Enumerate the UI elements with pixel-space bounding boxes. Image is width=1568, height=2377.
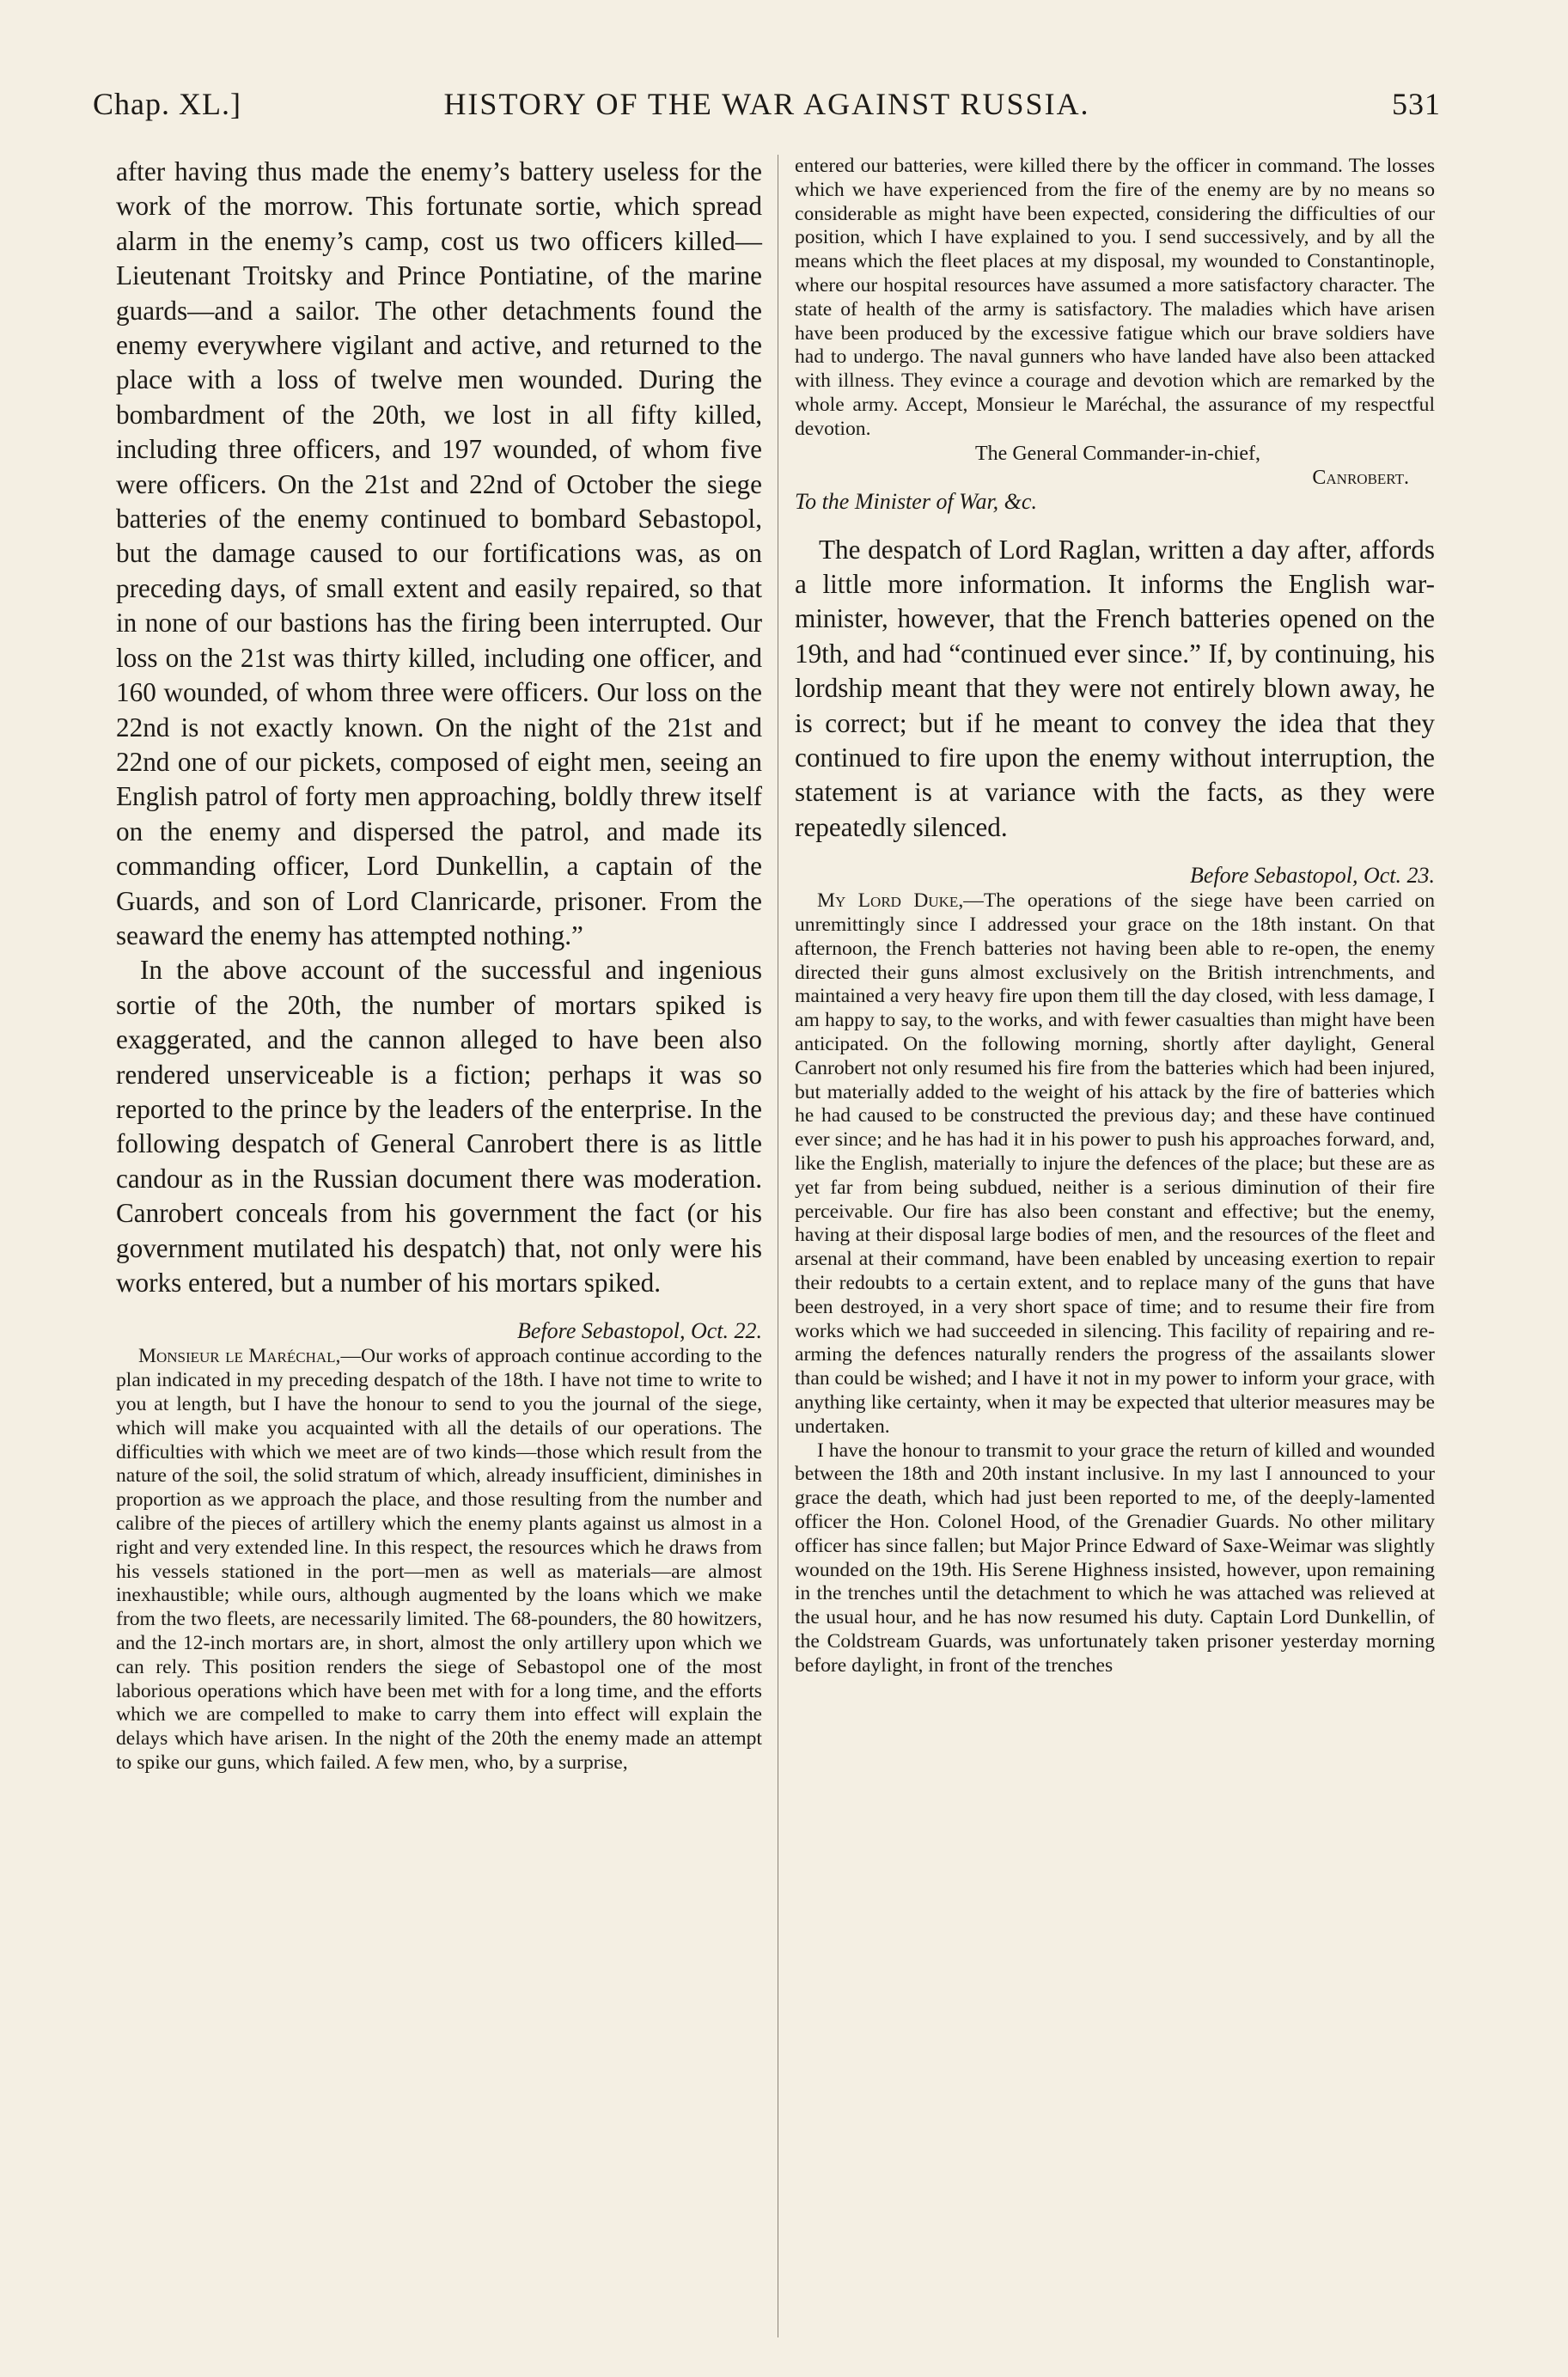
raglan-dateline: Before Sebastopol, Oct. 23. xyxy=(1190,863,1435,889)
canrobert-letter xyxy=(116,1345,762,1775)
canrobert-letter-text: —Our works of approach continue according to the plan indicated in my preceding despatch of the 18th. I have not time to write to you at length, but I have the honour to send to you the journal of the siege, which will make you acquainted with all the details of our operations. The difficulties with which we meet are of two kinds—those which result from the nature of the soil, the solid stratum of which, already insufficient, diminishes in proportion as we approach the place, and those resulting from the number and calibre of the pieces of artillery which the enemy plants against us almost in a right and very extended line. In this respect, the resources which he draws from his vessels stationed in the port—men as well as materials—are almost inexhaustible; while ours, although augmented by the loans which we make from the two fleets, are necessarily limited. The 68-pounders, the 80 howitzers, and the 12-inch mortars are, in short, almost the only artillery upon which we can rely. This position renders the siege of Sebastopol one of the most laborious operations which have been met with for a long time, and the efforts which we are compelled to make to carry them into effect will explain the delays which have arisen. In the night of the 20th the enemy made an attempt to spike our guns, which failed. A few men, who, by a surprise, xyxy=(116,1345,763,1774)
raglan-letter-body xyxy=(795,889,1435,1439)
canrobert-salutation: Monsieur le Maréchal, xyxy=(138,1345,341,1368)
running-head xyxy=(93,86,1441,137)
raglan-letter xyxy=(795,889,1435,1677)
signature-name: Canrobert. xyxy=(1312,466,1409,489)
right-column xyxy=(795,155,1435,2346)
running-title: HISTORY OF THE WAR AGAINST RUSSIA. xyxy=(443,87,1090,121)
raglan-salutation: My Lord Duke, xyxy=(817,889,964,913)
canrobert-letter-end: entered our batteries, were killed there by the officer in command. The losses which we have experienced from the fire of the enemy are by no means so considerable as might have been expected, considering the difficulties of our position, which I have explained to you. I send successively, and by all the means which the fleet places at my disposal, my wounded to Constantinople, where our hospital resources have assumed a more satisfactory character. The state of health of the army is satisfactory. The maladies which have arisen have been produced by the excessive fatigue which our brave soldiers have had to undergo. The naval gunners who have landed have also been attacked with illness. They evince a courage and devotion which are remarked by the whole army. Accept, Monsieur le Maréchal, the assurance of my respectful devotion. xyxy=(795,155,1435,440)
page-number: 531 xyxy=(1392,87,1441,121)
paragraph-sortie-account: after having thus made the enemy’s battery useless for the work of the morrow. This fortunate sortie, which spread alarm in the enemy’s camp, cost us two officers killed—Lieutenant Troitsky and Prince Pontiatine, of the marine guards—and a sailor. The other detachments found the enemy everywhere vigilant and active, and returned to the place with a loss of twelve men wounded. During the bombardment of the 20th, we lost in all fifty killed, including three officers, and 197 wounded, of whom five were officers. On the 21st and 22nd of October the siege batteries of the enemy continued to bombard Sebastopol, but the damage caused to our fortifications was, as on preceding days, of small extent and easily repaired, so that in none of our bastions has the firing been interrupted. Our loss on the 21st was thirty killed, including one officer, and 160 wounded, of whom three were officers. Our loss on the 22nd is not exactly known. On the night of the 21st and 22nd one of our pickets, composed of eight men, seeing an English patrol of forty men approaching, boldly threw itself on the enemy and dispersed the patrol, and made its commanding officer, Lord Dunkellin, a captain of the Guards, and son of Lord Clanricarde, prisoner. From the seaward the enemy has attempted nothing.” xyxy=(116,156,762,950)
chapter-label: Chap. XL.] xyxy=(93,87,241,121)
canrobert-letter-continued xyxy=(795,155,1435,442)
canrobert-letter-body xyxy=(116,1345,762,1775)
paragraph-raglan-intro: The despatch of Lord Raglan, written a day after, affords a little more information. It informs the English war-minister, however, that the French batteries opened on the 19th, and had “continued ever since.” If, by continuing, his lordship meant that they were not entirely blown away, he is correct; but if he meant to convey the idea that they continued to fire upon the enemy without interruption, the statement is at variance with the facts, as they were repeatedly silenced. xyxy=(795,534,1435,842)
canrobert-dateline: Before Sebastopol, Oct. 22. xyxy=(517,1318,762,1344)
right-main-text xyxy=(795,533,1435,846)
signature-rank: The General Commander-in-chief, xyxy=(975,442,1261,465)
left-main-text xyxy=(116,155,762,1300)
raglan-letter-text: —The operations of the siege have been carried on unremittingly since I addressed your grace on the 18th instant. On that afternoon, the French batteries not having been able to re-open, the enemy directed their guns almost exclusively on the British intrenchments, and maintained a very heavy fire upon them till the day closed, with less damage, I am happy to say, to the works, and with fewer casualties than might have been anticipated. On the following morning, shortly after daylight, General Canrobert not only resumed his fire from the batteries which had been injured, but materially added to the weight of his attack by the fire of batteries which he had caused to be constructed the previous day; and these have continued ever since; and he has had it in his power to push his approaches forward, and, like the English, materially to injure the defences of the place; but these are as yet far from being subdued, neither is a serious diminution of their fire perceivable. Our fire has also been constant and effective; but the enemy, having at their disposal large bodies of men, and the resources of the fleet and arsenal at their command, have been enabled by unceasing exertion to repair their redoubts to a certain extent, and to replace many of the guns that have been destroyed, in a very short space of time; and to resume their fire from works which we had succeeded in silencing. This facility of repairing and re-arming the defences naturally renders the progress of the assailants slower than could be wished; and I have it not in my power to inform your grace, with anything like certainty, when it may be expected that ulterior measures may be undertaken. xyxy=(795,889,1435,1438)
left-column xyxy=(116,155,762,2346)
raglan-letter-casualties: I have the honour to transmit to your grace the return of killed and wounded between the 18th and 20th instant inclusive. In my last I announced to your grace the death, which had just been reported to me, of the deeply-lamented officer the Hon. Colonel Hood, of the Grenadier Guards. No other military officer has since fallen; but Major Prince Edward of Saxe-Weimar was slightly wounded on the 19th. His Serene Highness insisted, however, upon remaining in the trenches until the detachment to which he was attached was relieved at the usual hour, and he has now resumed his duty. Captain Lord Dunkellin, of the Coldstream Guards, was unfortunately taken prisoner yesterday morning before daylight, in front of the trenches xyxy=(795,1439,1435,1677)
paragraph-commentary: In the above account of the successful and ingenious sortie of the 20th, the number of mortars spiked is exaggerated, and the cannon alleged to have been also rendered unserviceable is a fiction; perhaps it was so reported to the prince by the leaders of the enterprise. In the following despatch of General Canrobert there is as little candour as in the Russian document there was moderation. Canrobert conceals from his government the fact (or his government mutilated his despatch) that, not only were his works entered, but a number of his mortars spiked. xyxy=(116,955,762,1298)
letter-addressee: To the Minister of War, &c. xyxy=(795,488,1037,514)
